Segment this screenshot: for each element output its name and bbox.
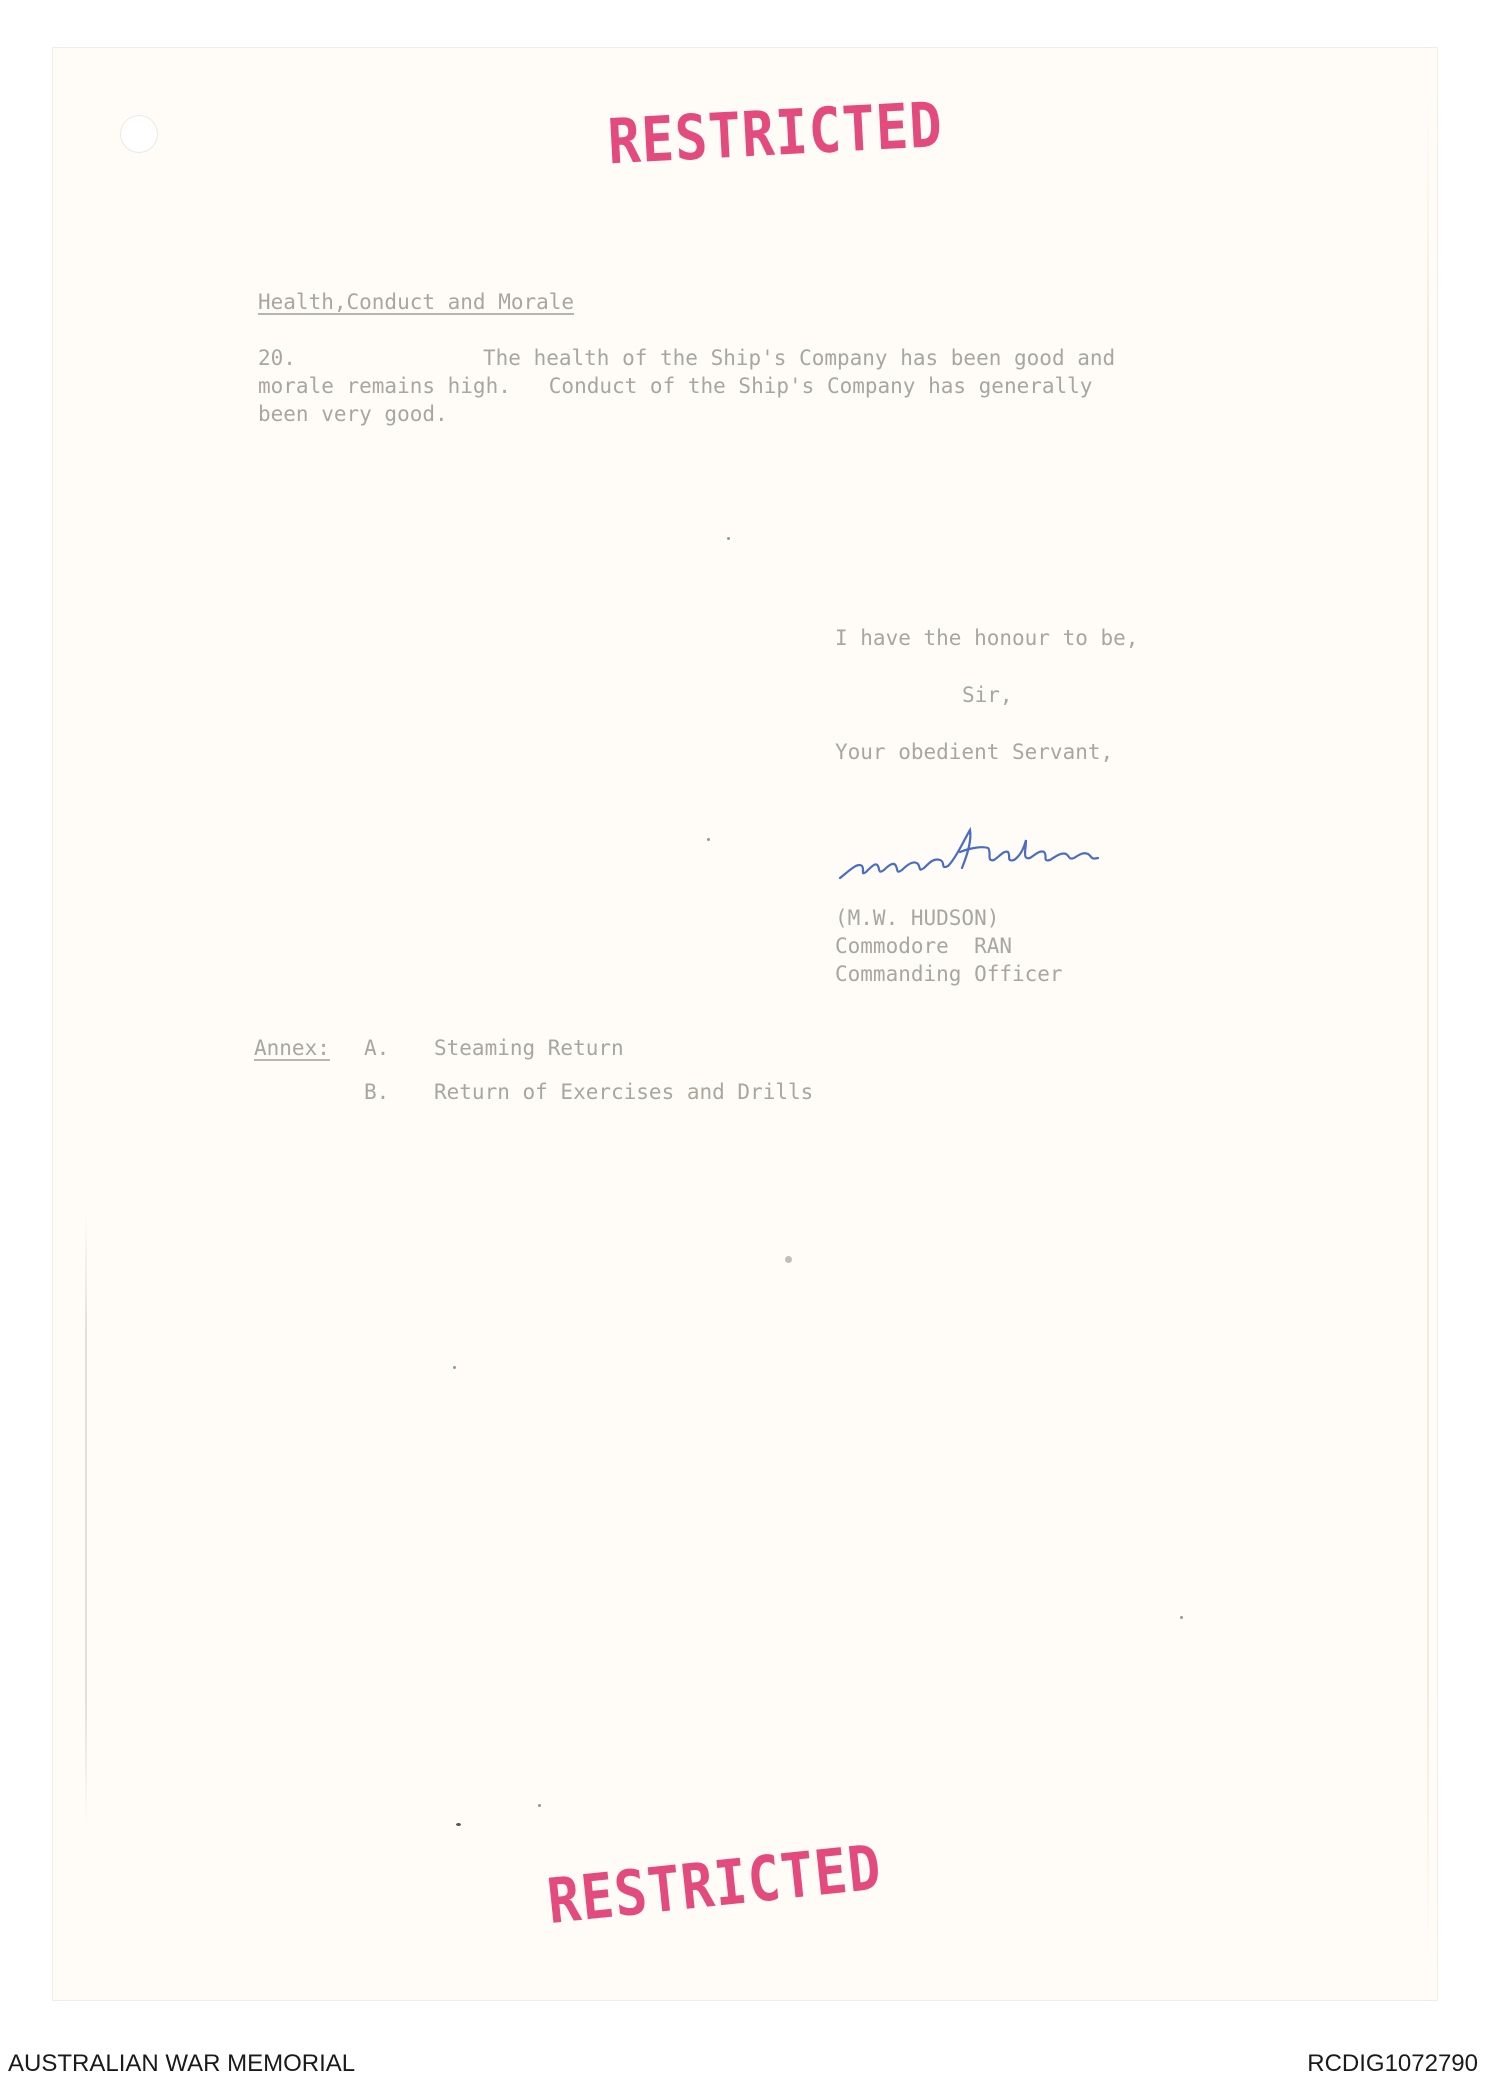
- paper-speck: [707, 838, 710, 841]
- paper-speck: [727, 537, 730, 540]
- handwritten-signature: [836, 822, 1106, 884]
- annex-item-text: Return of Exercises and Drills: [434, 1080, 814, 1104]
- closing-salutation: Sir,: [962, 683, 1013, 707]
- paragraph-line: been very good.: [258, 402, 448, 426]
- punch-hole: [120, 115, 158, 153]
- paper-speck: [538, 1804, 541, 1807]
- archive-reference-id: RCDIG1072790: [1307, 2050, 1478, 2077]
- annex-item-text: Steaming Return: [434, 1036, 624, 1060]
- paragraph-line: morale remains high. Conduct of the Ship's Company has generally: [258, 374, 1093, 398]
- closing-line: I have the honour to be,: [835, 626, 1139, 650]
- restricted-stamp-top: RESTRICTED: [606, 88, 945, 179]
- signatory-name: (M.W. HUDSON): [835, 906, 1000, 930]
- page-edge-shadow: [1427, 88, 1429, 1968]
- annex-label: Annex:: [254, 1036, 330, 1060]
- annex-item-letter: A.: [364, 1036, 390, 1060]
- signatory-rank: Commodore RAN: [835, 934, 1013, 958]
- paper-speck: [453, 1366, 456, 1369]
- signatory-title: Commanding Officer: [835, 962, 1063, 986]
- annex-item-letter: B.: [364, 1080, 390, 1104]
- restricted-stamp-bottom: RESTRICTED: [544, 1830, 885, 1939]
- paper-speck: [1180, 1616, 1183, 1619]
- document-page: [53, 48, 1437, 2000]
- archive-credit: AUSTRALIAN WAR MEMORIAL: [8, 2050, 356, 2077]
- paragraph-line: The health of the Ship's Company has been good and: [483, 346, 1116, 370]
- page-edge-shadow: [85, 1208, 87, 1828]
- paper-speck: [456, 1823, 461, 1826]
- paper-speck: [785, 1256, 792, 1263]
- section-heading: Health,Conduct and Morale: [258, 290, 575, 314]
- paragraph-number: 20.: [258, 346, 296, 370]
- closing-line: Your obedient Servant,: [835, 740, 1114, 764]
